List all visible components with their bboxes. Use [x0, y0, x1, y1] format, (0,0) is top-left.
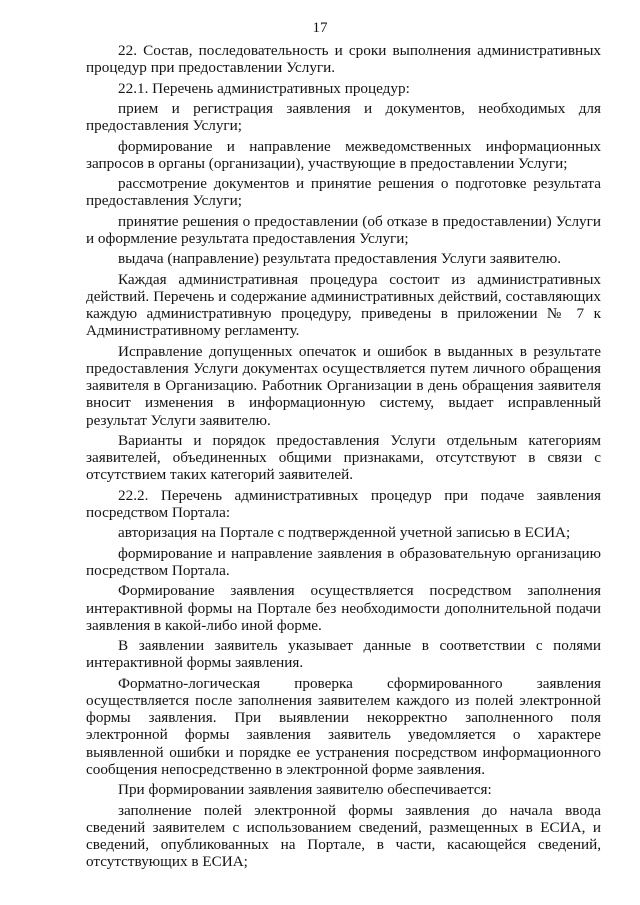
procedure-item-reception: прием и регистрация заявления и документов, необходимых для предоставления Услуги;	[86, 99, 601, 135]
section-22-1-heading: 22.1. Перечень административных процедур:	[118, 79, 410, 97]
procedure-item-issuance: выдача (направление) результата предоставления Услуги заявителю.	[118, 250, 562, 268]
paragraph-applicant-categories: Варианты и порядок предоставления Услуги отдельным категориям заявителей, объединенных общими признаками, отсутствуют в связи с отсутствием таких категорий заявителей.	[86, 431, 601, 484]
paragraph-procedure-composition: Каждая административная процедура состоит из административных действий. Перечень и содержание административных действий, составляющих каждую административную процедуру, приведены в приложении № 7 к Административному регламенту.	[86, 270, 601, 340]
portal-item-submission: формирование и направление заявления в образовательную организацию посредством Портала.	[86, 544, 601, 579]
procedure-item-decision: принятие решения о предоставлении (об отказе в предоставлении) Услуги и оформление результата предоставления Услуги;	[86, 212, 601, 247]
paragraph-interactive-form: Формирование заявления осуществляется посредством заполнения интерактивной формы на Портале без необходимости дополнительной подачи заявления в какой-либо иной форме.	[86, 582, 601, 634]
paragraph-provisions-intro: При формировании заявления заявителю обеспечивается:	[118, 781, 492, 799]
paragraph-prefill-fields: заполнение полей электронной формы заявления до начала ввода сведений заявителем с использованием сведений, размещенных в ЕСИА, и сведений, опубликованных на Портале, в части, касающейся сведений, отсутствующих в ЕСИА;	[86, 801, 601, 871]
section-22-heading: 22. Состав, последовательность и сроки выполнения административных процедур при предоставлении Услуги.	[86, 42, 601, 77]
document-body	[86, 42, 601, 874]
procedure-item-review: рассмотрение документов и принятие решения о подготовке результата предоставления Услуги;	[86, 175, 601, 210]
section-22-2-heading: 22.2. Перечень административных процедур при подаче заявления посредством Портала:	[86, 486, 601, 521]
paragraph-error-correction: Исправление допущенных опечаток и ошибок в выданных в результате предоставления Услуги документах осуществляется путем личного обращения заявителя в Организацию. Работник Организации в день обращения заявителя вносит изменения в информационную систему, выдает исправленный результат Услуги заявителю.	[86, 342, 601, 429]
paragraph-format-check: Форматно-логическая проверка сформированного заявления осуществляется после заполнения заявителем каждого из полей электронной формы заявления. При выявлении некорректно заполненного поля электронной формы заявления заявитель уведомляется о характере выявленной ошибки и порядке ее устранения посредством информационного сообщения непосредственно в электронной форме заявления.	[86, 674, 601, 778]
procedure-item-interagency-requests: формирование и направление межведомственных информационных запросов в органы (организации), участвующие в предоставлении Услуги;	[86, 137, 601, 172]
page-number: 17	[312, 20, 328, 36]
paragraph-form-fields: В заявлении заявитель указывает данные в соответствии с полями интерактивной формы заявления.	[86, 637, 601, 672]
portal-item-authorization: авторизация на Портале с подтвержденной учетной записью в ЕСИА;	[118, 524, 571, 542]
